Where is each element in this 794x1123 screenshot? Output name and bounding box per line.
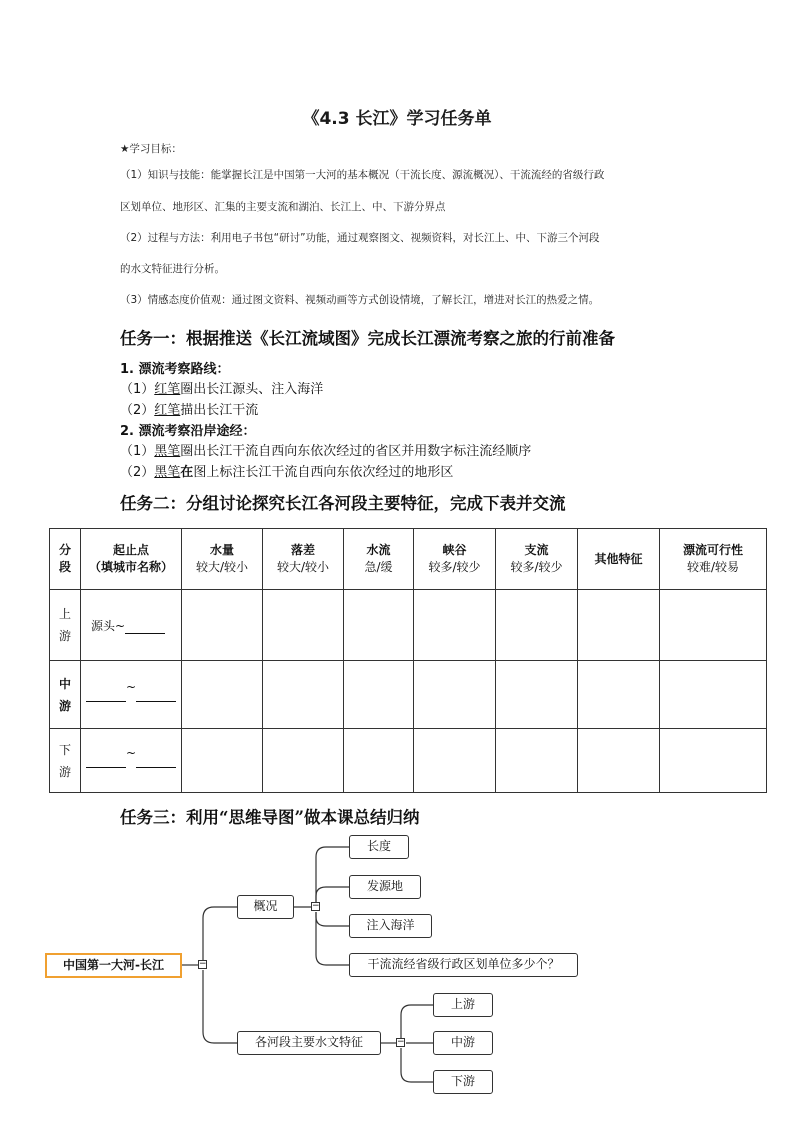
- segment-cell: 下 游: [50, 729, 81, 793]
- connector-line: [203, 970, 237, 1043]
- line-prefix: （2）: [120, 465, 155, 480]
- pen-color: 黑笔: [154, 465, 181, 480]
- objective-line: （1）知识与技能：能掌握长江是中国第一大河的基本概况（干流长度、源流概况）、干流流经的省级行政: [120, 169, 605, 181]
- task2-title: 任务二：分组讨论探究长江各河段主要特征，完成下表并交流: [120, 494, 566, 513]
- header-cell: 起止点 （填城市名称）: [81, 529, 182, 590]
- segment-cell: 上 游: [50, 590, 81, 661]
- mindmap-leaf[interactable]: 长度: [349, 835, 409, 859]
- connector-line: [316, 912, 349, 926]
- task1-item2-heading: 2. 漂流考察沿岸途经：: [120, 424, 256, 439]
- pen-color: 红笔: [154, 382, 181, 397]
- mindmap-branch-features[interactable]: 各河段主要水文特征: [237, 1031, 381, 1055]
- mindmap-branch-overview[interactable]: 概况: [237, 895, 294, 919]
- collapse-toggle-icon[interactable]: −: [199, 959, 207, 969]
- objective-line: （2）过程与方法：利用电子书包“研讨”功能，通过观察图文、视频资料，对长江上、中、下游三个河段: [120, 232, 600, 244]
- line-prefix: （1）: [120, 382, 155, 397]
- connector-line: [316, 847, 349, 902]
- collapse-toggle-icon[interactable]: −: [312, 901, 320, 911]
- range-separator: ~: [115, 618, 126, 633]
- mindmap-leaf[interactable]: 下游: [433, 1070, 493, 1094]
- mindmap-leaf[interactable]: 发源地: [349, 875, 421, 899]
- mindmap-leaf[interactable]: 中游: [433, 1031, 493, 1055]
- objective-line: 的水文特征进行分析。: [120, 263, 225, 275]
- task3-title: 任务三：利用“思维导图”做本课总结归纳: [120, 808, 420, 827]
- start-point: 源头: [91, 618, 116, 633]
- connector-line: [401, 1005, 433, 1038]
- pen-color: 黑笔: [154, 444, 181, 459]
- line-prefix: （2）: [120, 403, 155, 418]
- header-cell: 落差 较大/较小: [263, 529, 344, 590]
- header-cell: 支流 较多/较少: [496, 529, 578, 590]
- mindmap-leaf[interactable]: 注入海洋: [349, 914, 432, 938]
- header-cell: 水流 急/缓: [344, 529, 414, 590]
- connector-line: [203, 907, 237, 960]
- segment-cell: 中 游: [50, 661, 81, 729]
- collapse-toggle-icon[interactable]: −: [397, 1037, 405, 1047]
- header-cell: 分 段: [50, 529, 81, 590]
- task1-title: 任务一：根据推送《长江流域图》完成长江漂流考察之旅的行前准备: [120, 329, 615, 348]
- header-cell: 峡谷 较多/较少: [414, 529, 496, 590]
- objective-line: （3）情感态度价值观：通过图文资料、视频动画等方式创设情境，了解长江，增进对长江的热爱之情。: [120, 294, 600, 306]
- line-text: 圈出长江源头、注入海洋: [180, 382, 324, 397]
- connector-line: [316, 887, 349, 902]
- task1-item1-heading: 1. 漂流考察路线：: [120, 362, 230, 377]
- line-text: 描出长江干流: [180, 403, 259, 418]
- header-cell: 漂流可行性 较难/较易: [660, 529, 767, 590]
- range-separator: ~: [125, 745, 137, 760]
- pen-color: 红笔: [154, 403, 181, 418]
- connector-line: [316, 912, 349, 965]
- line-text: 圈出长江干流自西向东依次经过的省区并用数字标注流经顺序: [180, 444, 532, 459]
- objectives-heading: ★学习目标：: [120, 143, 182, 155]
- mindmap-leaf[interactable]: 干流流经省级行政区划单位多少个？: [349, 953, 578, 977]
- objective-line: 区划单位、地形区、汇集的主要支流和湖泊、长江上、中、下游分界点: [120, 201, 446, 213]
- page-title: 《4.3 长江》学习任务单: [302, 109, 492, 129]
- mindmap-leaf[interactable]: 上游: [433, 993, 493, 1017]
- line-text: 图上标注长江干流自西向东依次经过的地形区: [193, 465, 454, 480]
- header-cell: 水量 较大/较小: [182, 529, 263, 590]
- mindmap-root[interactable]: 中国第一大河-长江: [45, 953, 182, 978]
- line-text-bold: 在: [180, 465, 194, 480]
- range-separator: ~: [125, 679, 137, 694]
- connector-line: [401, 1048, 433, 1082]
- header-cell: 其他特征: [578, 529, 660, 590]
- line-prefix: （1）: [120, 444, 155, 459]
